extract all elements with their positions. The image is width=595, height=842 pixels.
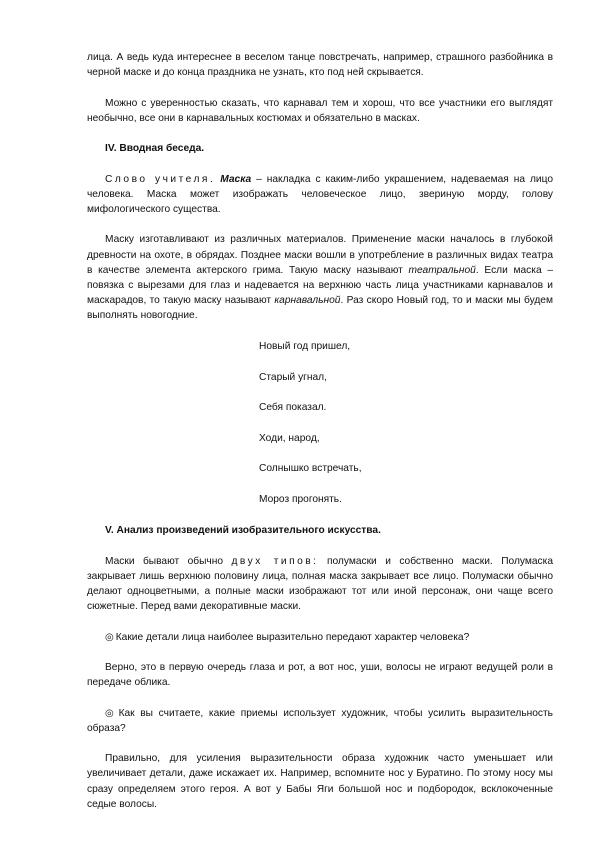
poem-line: Новый год пришел, xyxy=(259,340,351,352)
paragraph-carnival-costumes: Можно с уверенностью сказать, что карнавал тем и хорош, что все участники его выглядят необычно, все они в карнавальных костюмах и обязательно в масках. xyxy=(87,97,553,124)
text-column xyxy=(87,50,553,812)
mask-definition-text: – накладка с каким-либо украшением, надеваемая на лицо человека. Маска может изображать человеческое лицо, звериную морду, голову мифологического существа. xyxy=(87,173,553,215)
poem-line: Мороз прогонять. xyxy=(259,493,342,505)
answer-face-details: Верно, это в первую очередь глаза и рот, а вот нос, уши, волосы не играют ведущей роли в передаче облика. xyxy=(87,661,553,689)
question-text: Как вы считаете, какие приемы использует художник, чтобы усилить выразительность образа? xyxy=(87,707,553,734)
paragraph-mask-definition xyxy=(87,172,553,218)
teacher-word-label: Слово учителя. xyxy=(105,173,216,185)
section-heading-art-analysis: V. Анализ произведений изобразительного искусства. xyxy=(105,525,381,537)
poem-line: Ходи, народ, xyxy=(259,432,320,444)
mask-materials-text-2: . Если маска – повязка с вырезами для глаз и надевается на верхнюю часть лица участниками карнавалов и маскарадов, то такую маску называют xyxy=(87,264,553,307)
poem-line: Старый угнал, xyxy=(259,371,327,383)
question-artist-techniques xyxy=(87,706,553,736)
answer-artist-techniques: Правильно, для усиления выразительности образа художник часто уменьшает или увеличивает детали, даже искажает их. Например, вспомните нос у Буратино. По этому носу мы сразу определяем этого героя. А вот у Бабы Яги большой нос и подбородок, всклокоченные седые волосы. xyxy=(87,753,553,810)
mask-materials-text: Маску изготавливают из различных материалов. Применение маски началось в глубокой древности на охоте, в обрядах. Позднее маски вошли в употребление в различных видах театра в качестве элемента актерского грима. Такую маску называют xyxy=(87,234,553,276)
paragraph-carnival-dance: лица. А ведь куда интереснее в веселом танце повстречать, например, страшного разбойника в черной маске и до конца праздника не узнать, кто под ней скрывается. xyxy=(87,52,553,79)
section-heading-intro-talk: IV. Вводная беседа. xyxy=(105,143,205,155)
poem-line: Солнышко встречать, xyxy=(259,463,362,475)
mask-types-text: Маски бывают обычно xyxy=(105,555,232,567)
term-theatrical: театральной xyxy=(408,264,476,276)
question-bullet-icon: ◎ xyxy=(105,631,114,643)
question-text: Какие детали лица наиболее выразительно передают характер человека? xyxy=(115,631,470,643)
term-mask: Маска xyxy=(220,173,252,185)
poem-line: Себя показал. xyxy=(259,402,327,414)
term-carnival: карнавальной xyxy=(274,295,341,307)
paragraph-mask-types xyxy=(87,554,553,615)
poem xyxy=(87,339,553,507)
question-face-details xyxy=(87,630,553,645)
question-bullet-icon: ◎ xyxy=(105,707,117,719)
mask-materials-text-3: . Раз скоро Новый год, то и маски мы будем выполнять новогодние. xyxy=(87,295,553,322)
two-types-label: двух типов: xyxy=(231,555,319,567)
mask-types-text-2: полумаски и собственно маски. Полумаска закрывает лишь верхнюю половину лица, полная маска закрывает все лицо. Полумаски обычно делают одноцветными, а полные маски изображают тот или иной персонаж, они чаще всего сюжетные. Перед вами декоративные маски. xyxy=(87,555,553,613)
paragraph-mask-materials xyxy=(87,232,553,323)
